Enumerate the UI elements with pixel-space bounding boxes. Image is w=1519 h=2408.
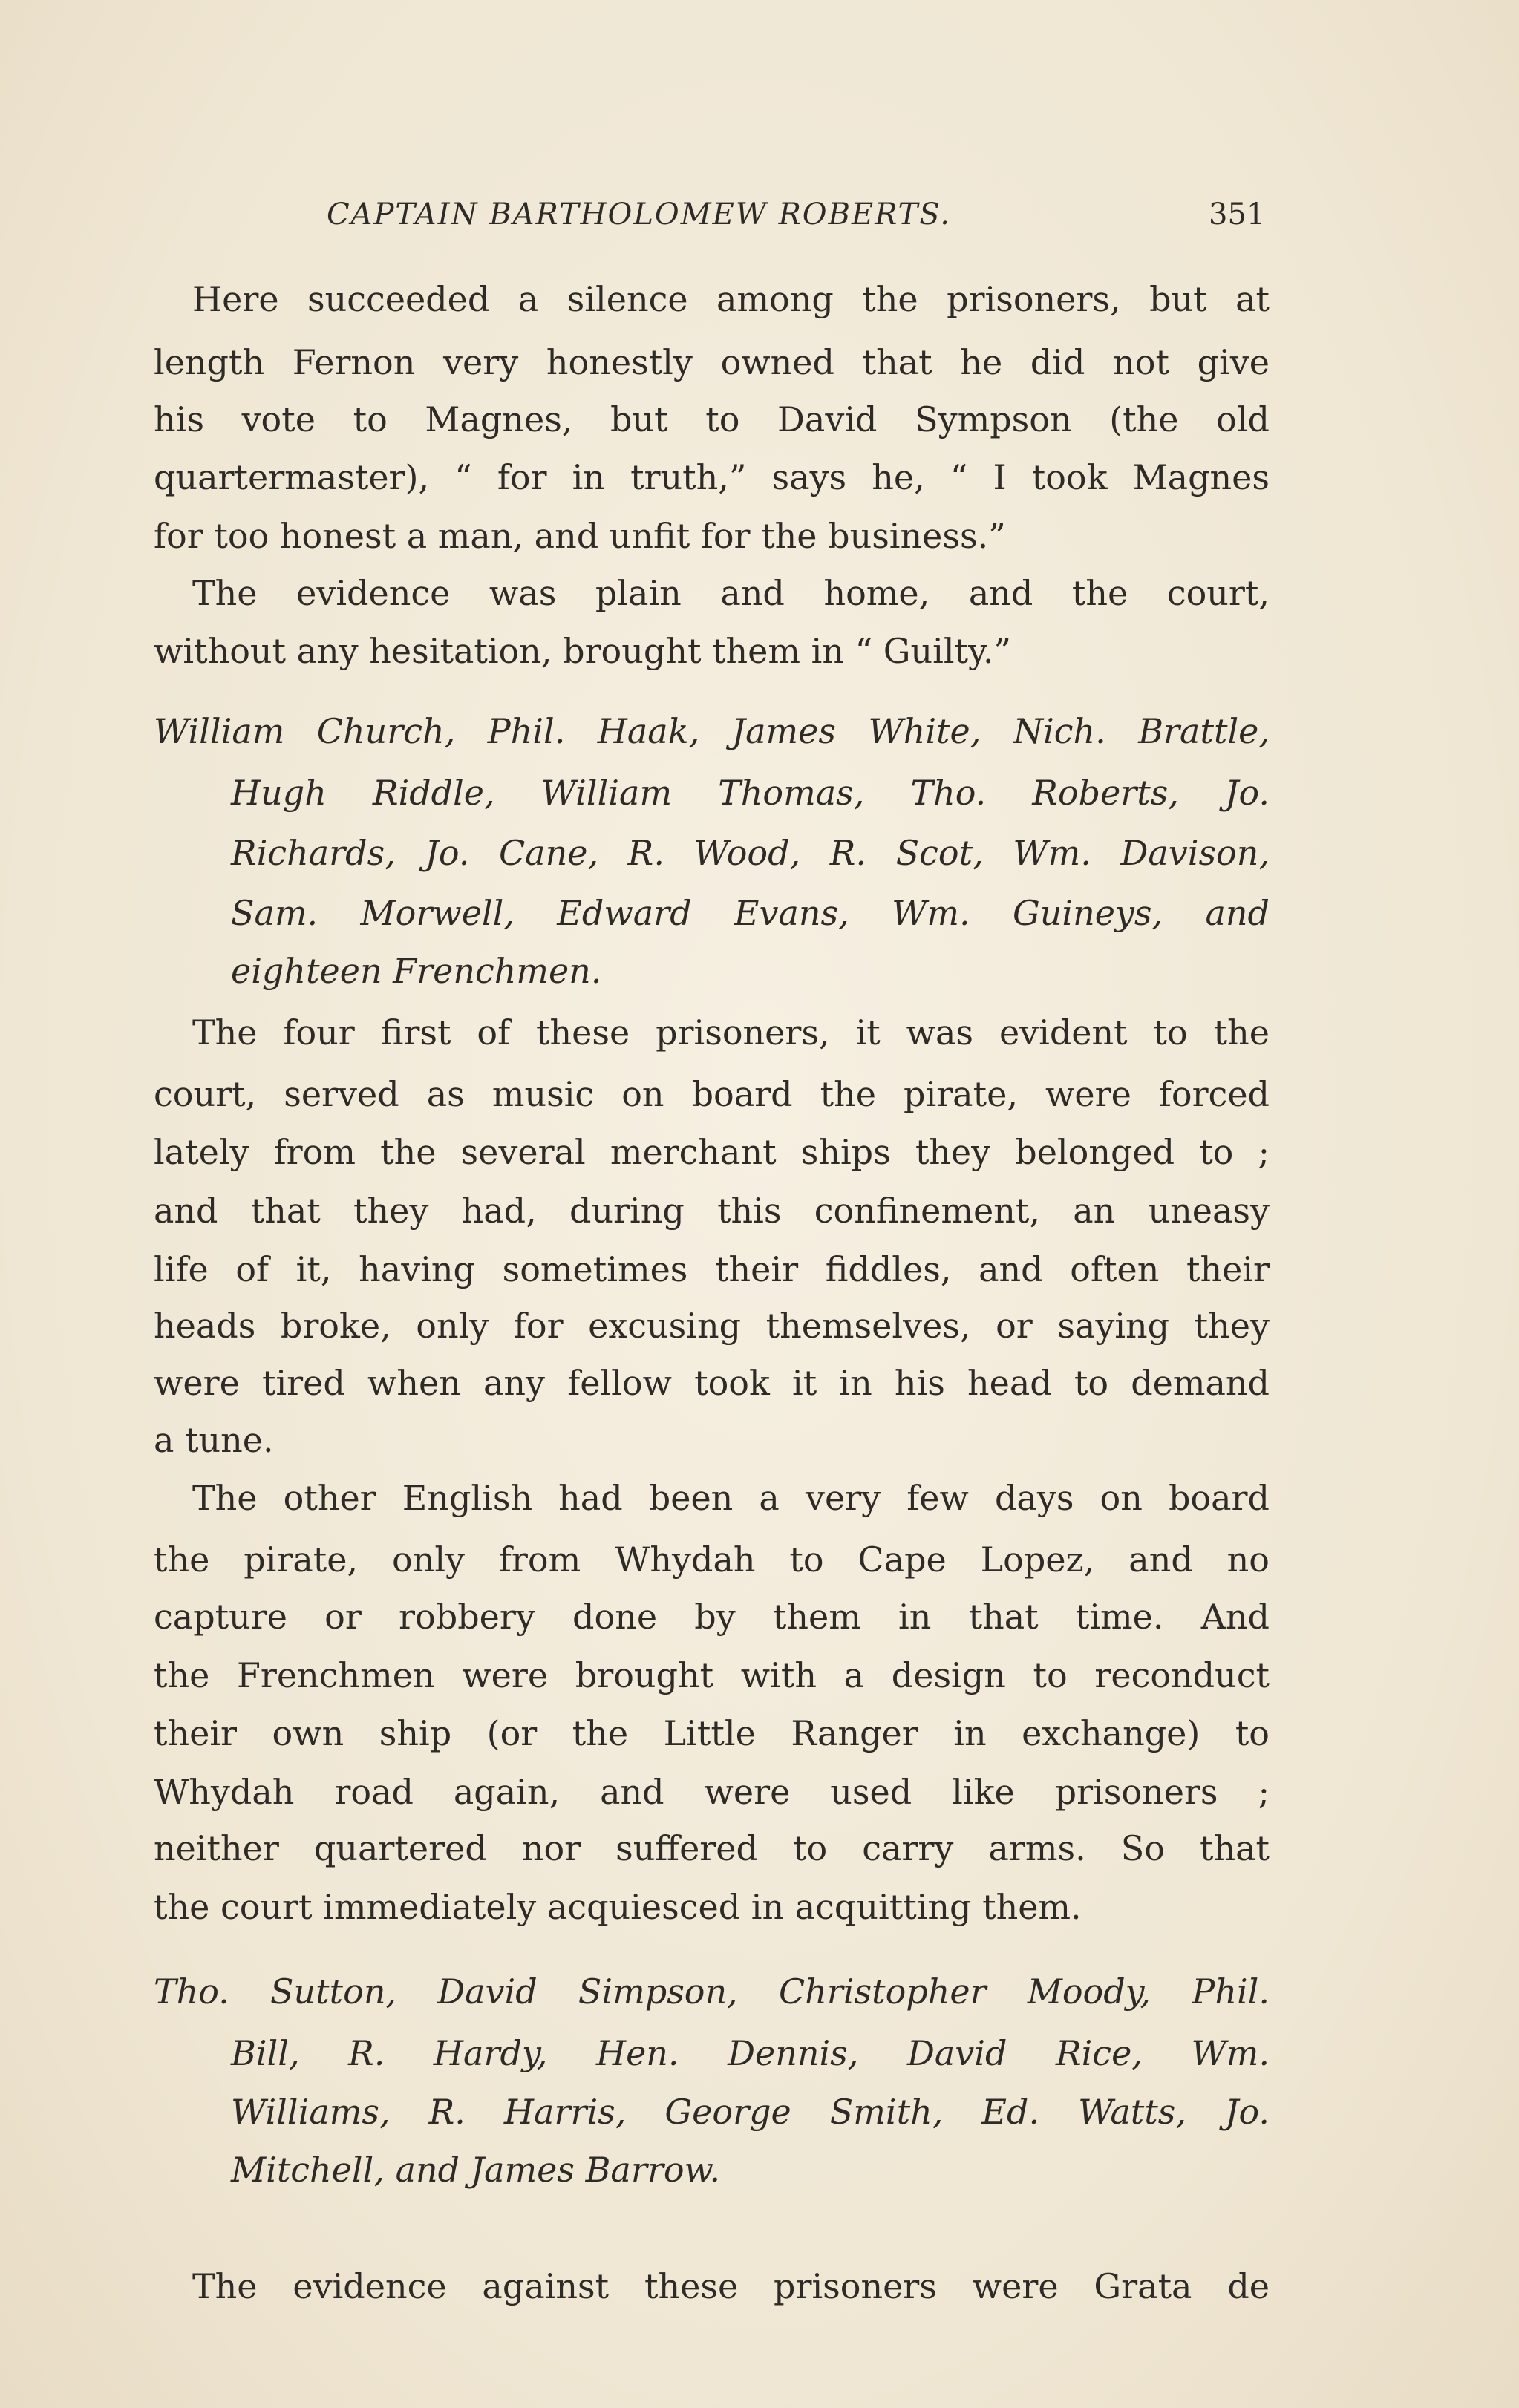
running-header: CAPTAIN BARTHOLOMEW ROBERTS. xyxy=(327,197,951,232)
names-line: eighteen Frenchmen. xyxy=(231,951,602,991)
names-line: Sam. Morwell, Edward Evans, Wm. Guineys, and xyxy=(231,893,1270,933)
page-number: 351 xyxy=(1209,197,1266,232)
names-line: Bill, R. Hardy, Hen. Dennis, David Rice, Wm. xyxy=(231,2033,1270,2073)
text-line: The four first of these prisoners, it was evident to the xyxy=(192,1012,1270,1053)
names-line: Richards, Jo. Cane, R. Wood, R. Scot, Wm. Davison, xyxy=(231,833,1270,873)
text-line: court, served as music on board the pirate, were forced xyxy=(154,1074,1270,1114)
text-line: and that they had, during this confinement, an uneasy xyxy=(154,1191,1270,1231)
text-line: The other English had been a very few days on board xyxy=(192,1478,1270,1518)
names-line: Hugh Riddle, William Thomas, Tho. Roberts, Jo. xyxy=(231,773,1270,813)
text-line: neither quartered nor suffered to carry arms. So that xyxy=(154,1828,1270,1868)
text-line: length Fernon very honestly owned that he did not give xyxy=(154,342,1270,382)
text-line: his vote to Magnes, but to David Sympson (the old xyxy=(154,399,1270,439)
text-line: Whydah road again, and were used like prisoners ; xyxy=(154,1772,1270,1812)
text-line: without any hesitation, brought them in “ Guilty.” xyxy=(154,631,1012,671)
names-line: Tho. Sutton, David Simpson, Christopher Moody, Phil. xyxy=(154,1972,1270,2012)
text-line: Here succeeded a silence among the prisoners, but at xyxy=(192,279,1270,319)
names-line: Mitchell, and James Barrow. xyxy=(231,2150,721,2190)
text-line: life of it, having sometimes their fiddles, and often their xyxy=(154,1249,1270,1289)
text-line: capture or robbery done by them in that time. And xyxy=(154,1597,1270,1637)
text-line: The evidence against these prisoners were Grata de xyxy=(192,2266,1270,2306)
names-line: Williams, R. Harris, George Smith, Ed. Watts, Jo. xyxy=(231,2092,1270,2132)
text-line: were tired when any fellow took it in his head to demand xyxy=(154,1363,1270,1403)
text-line: a tune. xyxy=(154,1420,274,1460)
text-line: quartermaster), “ for in truth,” says he, “ I took Magnes xyxy=(154,457,1270,497)
text-line: the pirate, only from Whydah to Cape Lopez, and no xyxy=(154,1540,1270,1580)
text-line: heads broke, only for excusing themselves, or saying they xyxy=(154,1306,1270,1346)
text-line: The evidence was plain and home, and the court, xyxy=(192,573,1270,613)
names-line: William Church, Phil. Haak, James White, Nich. Brattle, xyxy=(154,711,1270,751)
text-line: lately from the several merchant ships they belonged to ; xyxy=(154,1132,1270,1172)
text-line: for too honest a man, and unfit for the business.” xyxy=(154,516,1006,556)
text-line: the Frenchmen were brought with a design to reconduct xyxy=(154,1655,1270,1695)
text-line: the court immediately acquiesced in acquitting them. xyxy=(154,1887,1082,1927)
text-line: their own ship (or the Little Ranger in exchange) to xyxy=(154,1713,1270,1753)
